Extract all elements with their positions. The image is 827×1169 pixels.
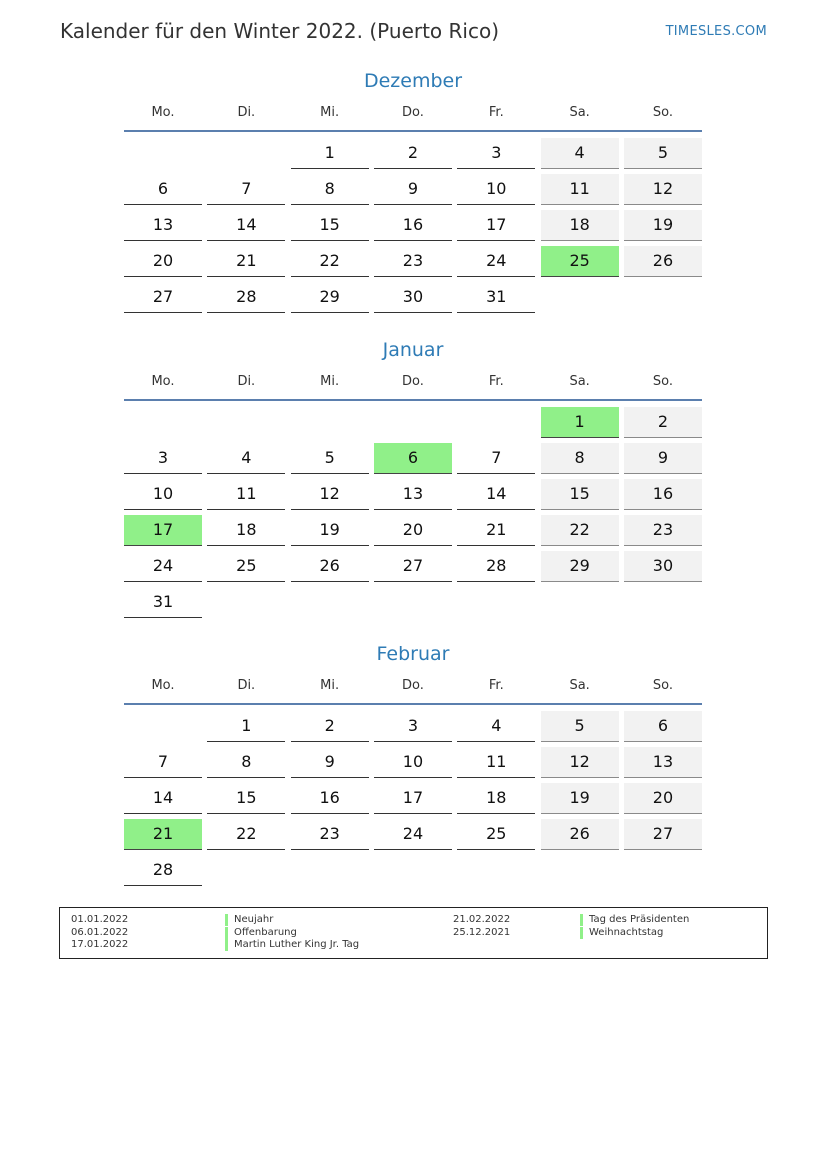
- day-cell: 7: [457, 443, 535, 474]
- day-cell-empty: [124, 407, 202, 438]
- day-cell: 21: [207, 246, 285, 277]
- day-cell: 15: [291, 210, 369, 241]
- legend-holiday-name: Weihnachtstag: [580, 927, 663, 939]
- day-cell: 24: [374, 819, 452, 850]
- day-cell: 7: [124, 747, 202, 778]
- day-cell-empty: [541, 282, 619, 313]
- day-cell: 27: [124, 282, 202, 313]
- weekday-label: Mi.: [320, 374, 340, 389]
- day-cell: 26: [291, 551, 369, 582]
- day-cell: 19: [624, 210, 702, 241]
- day-cell: 8: [291, 174, 369, 205]
- week-row: [124, 407, 702, 443]
- day-cell: 16: [374, 210, 452, 241]
- day-cell: 29: [291, 282, 369, 313]
- day-cell: 17: [457, 210, 535, 241]
- day-cell-empty: [291, 587, 369, 618]
- day-cell: 9: [291, 747, 369, 778]
- day-cell: 4: [457, 711, 535, 742]
- day-cell: 25: [207, 551, 285, 582]
- day-cell-empty: [541, 587, 619, 618]
- day-cell-empty: [207, 138, 285, 169]
- day-cell: 23: [624, 515, 702, 546]
- week-row: [124, 210, 702, 246]
- legend-date: 06.01.2022: [71, 926, 129, 938]
- legend-holiday-name: Offenbarung: [225, 927, 297, 939]
- weekday-label: So.: [652, 678, 674, 693]
- day-cell: 31: [124, 587, 202, 618]
- week-row: [124, 855, 702, 891]
- legend-date: 17.01.2022: [71, 939, 129, 950]
- day-cell-holiday: 25: [541, 246, 619, 277]
- weekday-label: Sa.: [569, 678, 590, 693]
- month-januar: [124, 339, 702, 623]
- day-cell: 3: [374, 711, 452, 742]
- day-cell-holiday: 17: [124, 515, 202, 546]
- page-title: Kalender für den Winter 2022. (Puerto Rico): [60, 19, 500, 43]
- week-row: [124, 246, 702, 282]
- day-cell: 9: [374, 174, 452, 205]
- day-cell: 10: [124, 479, 202, 510]
- weekday-label: Do.: [402, 105, 424, 120]
- day-cell: 25: [457, 819, 535, 850]
- day-cell-empty: [374, 407, 452, 438]
- day-cell: 11: [457, 747, 535, 778]
- day-cell: 31: [457, 282, 535, 313]
- week-row: [124, 819, 702, 855]
- day-grid: [124, 407, 702, 623]
- day-cell: 2: [374, 138, 452, 169]
- day-cell: 5: [624, 138, 702, 169]
- day-cell: 16: [624, 479, 702, 510]
- day-cell: 28: [124, 855, 202, 886]
- day-cell-empty: [624, 282, 702, 313]
- day-cell: 8: [541, 443, 619, 474]
- day-cell: 26: [624, 246, 702, 277]
- legend-date: 21.02.2022: [453, 914, 511, 925]
- day-cell: 2: [291, 711, 369, 742]
- day-cell: 12: [541, 747, 619, 778]
- day-cell: 2: [624, 407, 702, 438]
- week-row: [124, 138, 702, 174]
- day-cell-empty: [374, 855, 452, 886]
- weekday-label: So.: [652, 374, 674, 389]
- day-cell: 4: [207, 443, 285, 474]
- day-cell: 28: [207, 282, 285, 313]
- day-cell: 11: [207, 479, 285, 510]
- weekday-label: Fr.: [488, 678, 504, 693]
- day-cell-empty: [541, 855, 619, 886]
- day-cell: 10: [457, 174, 535, 205]
- day-cell: 14: [457, 479, 535, 510]
- weekday-label: Mo.: [151, 374, 175, 389]
- day-cell-empty: [207, 855, 285, 886]
- month-title: Dezember: [363, 70, 463, 92]
- weekday-label: Fr.: [488, 374, 504, 389]
- day-cell: 9: [624, 443, 702, 474]
- weekday-header: [124, 678, 702, 693]
- day-cell: 21: [457, 515, 535, 546]
- day-cell-empty: [374, 587, 452, 618]
- header-divider: [124, 130, 702, 132]
- day-cell: 20: [374, 515, 452, 546]
- day-cell: 18: [207, 515, 285, 546]
- month-dezember: [124, 70, 702, 318]
- week-row: [124, 711, 702, 747]
- day-cell-holiday: 21: [124, 819, 202, 850]
- day-cell: 23: [374, 246, 452, 277]
- day-cell: 11: [541, 174, 619, 205]
- week-row: [124, 587, 702, 623]
- day-cell: 13: [124, 210, 202, 241]
- day-cell: 18: [457, 783, 535, 814]
- day-grid: [124, 711, 702, 891]
- day-cell: 20: [624, 783, 702, 814]
- day-cell-empty: [624, 855, 702, 886]
- day-cell-empty: [207, 587, 285, 618]
- day-grid: [124, 138, 702, 318]
- day-cell-empty: [291, 855, 369, 886]
- day-cell: 12: [291, 479, 369, 510]
- day-cell: 5: [291, 443, 369, 474]
- week-row: [124, 551, 702, 587]
- day-cell: 13: [624, 747, 702, 778]
- weekday-header: [124, 105, 702, 120]
- brand-link[interactable]: TIMESLES.COM: [665, 24, 767, 39]
- weekday-label: Fr.: [488, 105, 504, 120]
- holiday-legend: [59, 907, 768, 959]
- day-cell-empty: [124, 711, 202, 742]
- day-cell: 1: [291, 138, 369, 169]
- day-cell: 30: [374, 282, 452, 313]
- day-cell-empty: [624, 587, 702, 618]
- day-cell: 14: [207, 210, 285, 241]
- week-row: [124, 443, 702, 479]
- weekday-header: [124, 374, 702, 389]
- legend-holiday-name: Neujahr: [225, 914, 273, 926]
- day-cell: 4: [541, 138, 619, 169]
- day-cell: 1: [207, 711, 285, 742]
- day-cell: 24: [457, 246, 535, 277]
- day-cell: 29: [541, 551, 619, 582]
- day-cell: 30: [624, 551, 702, 582]
- weekday-label: Mo.: [151, 105, 175, 120]
- week-row: [124, 174, 702, 210]
- day-cell: 14: [124, 783, 202, 814]
- header-divider: [124, 399, 702, 401]
- week-row: [124, 515, 702, 551]
- day-cell: 6: [624, 711, 702, 742]
- day-cell: 15: [541, 479, 619, 510]
- day-cell-empty: [457, 407, 535, 438]
- day-cell: 5: [541, 711, 619, 742]
- day-cell-holiday: 6: [374, 443, 452, 474]
- day-cell: 22: [207, 819, 285, 850]
- legend-date: 25.12.2021: [453, 926, 511, 938]
- day-cell: 10: [374, 747, 452, 778]
- day-cell: 20: [124, 246, 202, 277]
- day-cell: 16: [291, 783, 369, 814]
- day-cell: 24: [124, 551, 202, 582]
- month-title: Februar: [376, 643, 450, 665]
- weekday-label: Mi.: [320, 678, 340, 693]
- day-cell-empty: [457, 587, 535, 618]
- legend-date: 01.01.2022: [71, 914, 129, 925]
- weekday-label: Mi.: [320, 105, 340, 120]
- day-cell: 12: [624, 174, 702, 205]
- day-cell: 15: [207, 783, 285, 814]
- weekday-label: So.: [652, 105, 674, 120]
- day-cell: 28: [457, 551, 535, 582]
- day-cell: 19: [541, 783, 619, 814]
- month-februar: [124, 643, 702, 891]
- weekday-label: Do.: [402, 678, 424, 693]
- day-cell: 19: [291, 515, 369, 546]
- day-cell: 23: [291, 819, 369, 850]
- day-cell-holiday: 1: [541, 407, 619, 438]
- day-cell: 22: [291, 246, 369, 277]
- weekday-label: Di.: [237, 678, 256, 693]
- day-cell: 6: [124, 174, 202, 205]
- day-cell-empty: [457, 855, 535, 886]
- day-cell: 26: [541, 819, 619, 850]
- legend-holiday-name: Martin Luther King Jr. Tag: [225, 939, 359, 951]
- day-cell-empty: [207, 407, 285, 438]
- day-cell: 3: [124, 443, 202, 474]
- week-row: [124, 747, 702, 783]
- header-divider: [124, 703, 702, 705]
- month-title: Januar: [382, 339, 444, 361]
- day-cell: 18: [541, 210, 619, 241]
- day-cell: 27: [624, 819, 702, 850]
- day-cell-empty: [291, 407, 369, 438]
- day-cell: 13: [374, 479, 452, 510]
- day-cell: 7: [207, 174, 285, 205]
- day-cell: 22: [541, 515, 619, 546]
- day-cell: 27: [374, 551, 452, 582]
- weekday-label: Di.: [237, 105, 256, 120]
- legend-holiday-name: Tag des Präsidenten: [580, 914, 689, 926]
- day-cell: 17: [374, 783, 452, 814]
- week-row: [124, 479, 702, 515]
- day-cell-empty: [124, 138, 202, 169]
- weekday-label: Do.: [402, 374, 424, 389]
- day-cell: 8: [207, 747, 285, 778]
- weekday-label: Mo.: [151, 678, 175, 693]
- weekday-label: Sa.: [569, 105, 590, 120]
- week-row: [124, 282, 702, 318]
- weekday-label: Sa.: [569, 374, 590, 389]
- week-row: [124, 783, 702, 819]
- day-cell: 3: [457, 138, 535, 169]
- weekday-label: Di.: [237, 374, 256, 389]
